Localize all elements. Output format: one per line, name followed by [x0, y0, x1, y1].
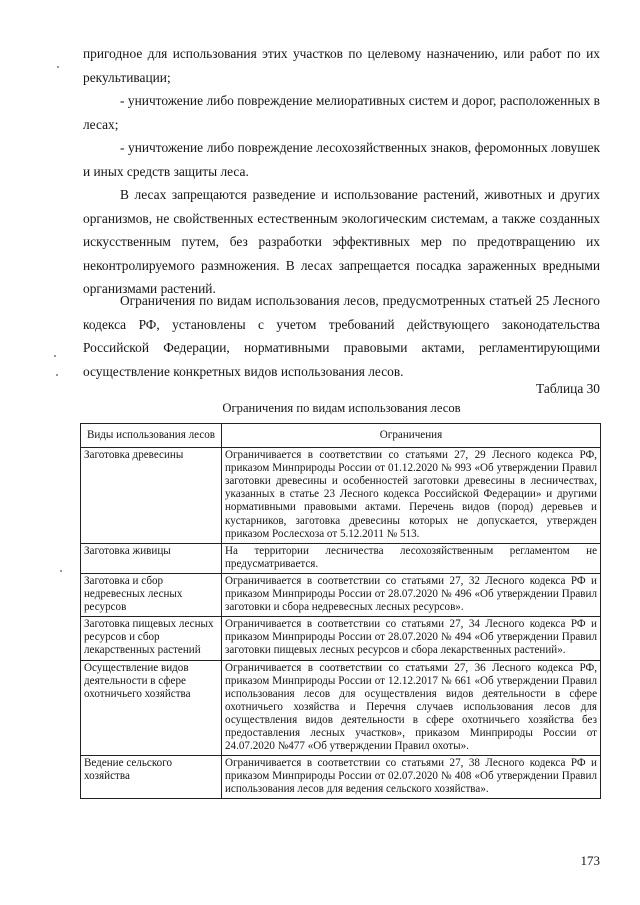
restrictions-table	[80, 423, 601, 799]
page-number: 173	[580, 853, 600, 868]
paragraph-prohibitions: В лесах запрещаются разведение и использование растений, животных и других организмов, не свойственных естественным экологическим системам, а также созданных искусственным путем, без разработки эффективных мер по предотвращению их неконтролируемого размножения. В лесах запрещается посадка зараженных вредными организмами растений.	[83, 187, 600, 297]
table-cell-use-type: Ведение сельского хозяйства	[81, 756, 222, 799]
table-cell-use-type: Осуществление видов деятельности в сфере охотничьего хозяйства	[81, 660, 222, 756]
table-title: Ограничения по видам использования лесов	[222, 401, 461, 415]
paragraph-list-item-1: - уничтожение либо повреждение мелиоративных систем и дорог, расположенных в лесах;	[83, 93, 600, 132]
scan-speck	[54, 355, 56, 357]
scan-speck	[56, 374, 58, 376]
scan-speck	[57, 66, 59, 68]
table-cell-restriction: Ограничивается в соответствии со статьями 27, 34 Лесного кодекса РФ и приказом Минприроды России от 28.07.2020 № 494 «Об утверждении Правил заготовки пищевых лесных ресурсов и сбора лекарственных растений».	[222, 617, 601, 660]
scan-speck	[60, 570, 62, 572]
table-cell-restriction: Ограничивается в соответствии со статьями 27, 32 Лесного кодекса РФ и приказом Минприроды России от 28.07.2020 № 496 «Об утверждении Правил заготовки и сбора недревесных лесных ресурсов».	[222, 573, 601, 616]
table-cell-restriction: Ограничивается в соответствии со статьями 27, 38 Лесного кодекса РФ и приказом Минприроды России от 02.07.2020 № 408 «Об утверждении Правил использования лесов для ведения сельского хозяйства».	[222, 756, 601, 799]
table-cell-use-type: Заготовка и сбор недревесных лесных ресурсов	[81, 573, 222, 616]
table-number-label: Таблица 30	[536, 381, 600, 396]
paragraph-continuation: пригодное для использования этих участков по целевому назначению, или работ по их рекультивации;	[83, 46, 600, 85]
table-row	[81, 543, 601, 573]
table-row	[81, 660, 601, 756]
table-cell-use-type: Заготовка древесины	[81, 448, 222, 544]
table-row	[81, 448, 601, 544]
table-cell-restriction: Ограничивается в соответствии со статьями 27, 29 Лесного кодекса РФ, приказом Минприроды России от 01.12.2020 № 993 «Об утверждении Правил заготовки древесины и особенностей заготовки древесины в лесничествах, указанных в статье 23 Лесного кодекса Российской Федерации» и другими нормативными правовыми актами. Перечень видов (пород) деревьев и кустарников, заготовка древесины которых не допускается, утвержден приказом Рослесхоза от 5.12.2011 № 513.	[222, 448, 601, 544]
table-row	[81, 573, 601, 616]
table-cell-restriction: На территории лесничества лесохозяйственным регламентом не предусматривается.	[222, 543, 601, 573]
table-header-row	[81, 424, 601, 448]
header-forest-use-types: Виды использования лесов	[81, 424, 222, 448]
header-restrictions: Ограничения	[222, 424, 601, 448]
table-row	[81, 617, 601, 660]
table-row	[81, 756, 601, 799]
paragraph-list-item-2: - уничтожение либо повреждение лесохозяйственных знаков, феромонных ловушек и иных средств защиты леса.	[83, 140, 600, 179]
paragraph-restrictions-intro: Ограничения по видам использования лесов, предусмотренных статьей 25 Лесного кодекса РФ, установлены с учетом требований действующего законодательства Российской Федерации, нормативными правовыми актами, регламентирующими осуществление конкретных видов использования лесов.	[83, 293, 600, 379]
table-cell-restriction: Ограничивается в соответствии со статьями 27, 36 Лесного кодекса РФ, приказом Минприроды России от 12.12.2017 № 661 «Об утверждении Правил использования лесов для осуществления видов деятельности в сфере охотничьего хозяйства и Перечня случаев использования лесов для осуществления видов деятельности в сфере охотничьего хозяйства без предоставления лесных участков», приказом Минприроды России от 24.07.2020 №477 «Об утверждении Правил охоты».	[222, 660, 601, 756]
table-cell-use-type: Заготовка пищевых лесных ресурсов и сбор лекарственных растений	[81, 617, 222, 660]
table-cell-use-type: Заготовка живицы	[81, 543, 222, 573]
